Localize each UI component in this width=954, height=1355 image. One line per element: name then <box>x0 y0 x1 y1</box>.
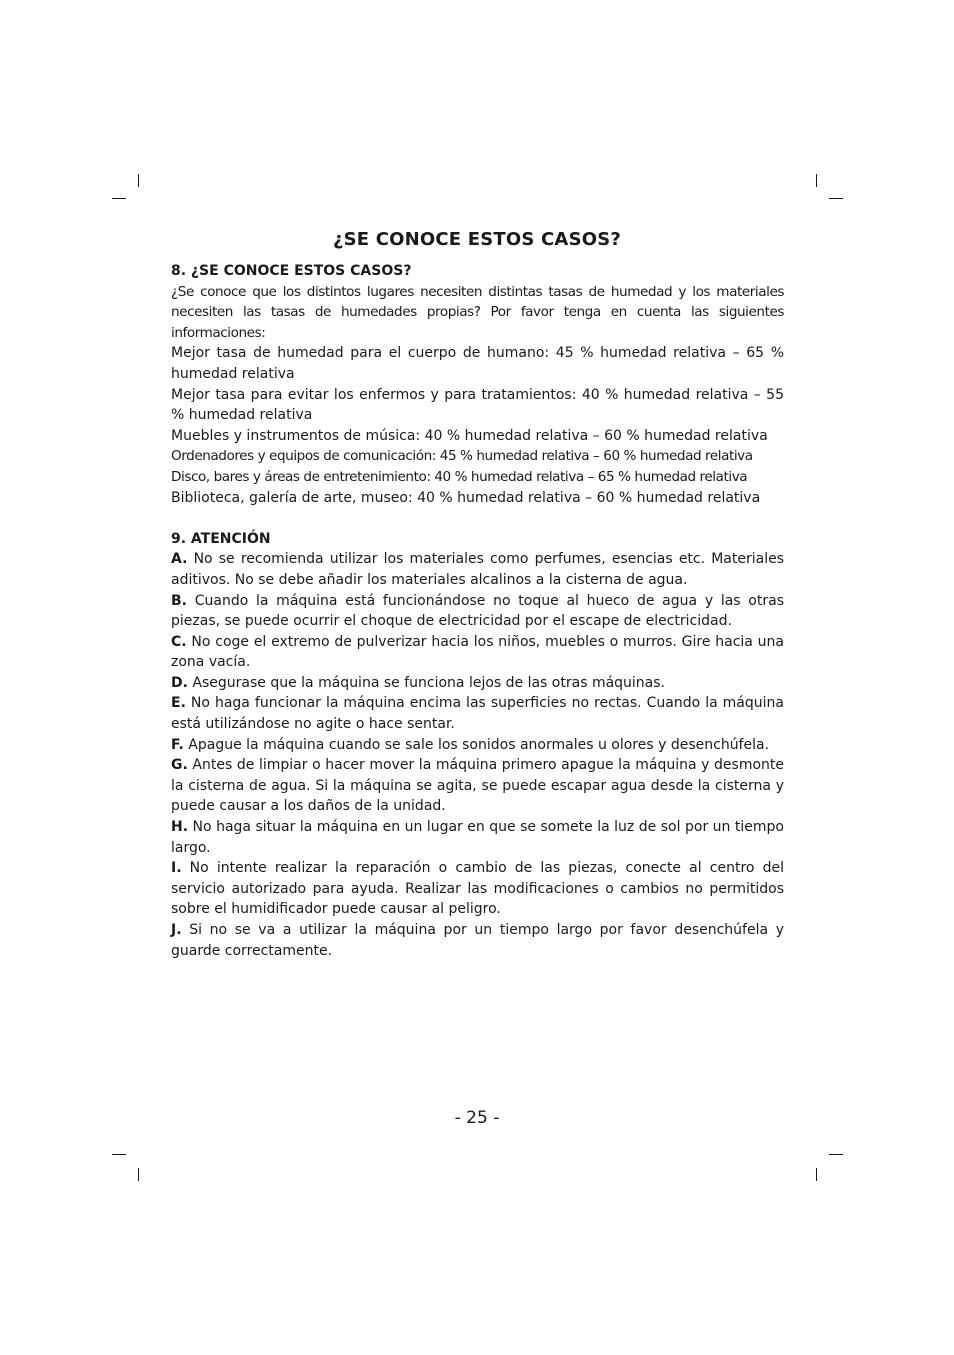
warning-item-text: No se recomienda utilizar los materiales como perfumes, esencias etc. Materiales aditivos. No se debe añadir los materiales alcalinos a la cisterna de agua. <box>171 551 784 588</box>
warning-item-text: No coge el extremo de pulverizar hacia los niños, muebles o murros. Gire hacia una zona vacía. <box>171 633 784 671</box>
crop-mark-bottom-right-horizontal <box>829 1154 843 1155</box>
crop-mark-top-right-horizontal <box>829 198 843 199</box>
section-spacer <box>171 508 784 529</box>
section-8-intro: ¿Se conoce que los distintos lugares necesiten distintas tasas de humedad y los materiales necesiten las tasas de humedades propias? Por favor tenga en cuenta las siguientes informaciones: <box>171 283 784 341</box>
crop-mark-bottom-left-vertical <box>138 1168 139 1181</box>
warning-item <box>171 755 784 817</box>
crop-mark-top-right-vertical <box>816 174 817 187</box>
warning-item <box>171 858 784 920</box>
warning-item-letter: A. <box>171 551 188 568</box>
warning-item <box>171 693 784 734</box>
warning-item-letter: I. <box>171 860 182 877</box>
warning-item-text: No haga funcionar la máquina encima las superficies no rectas. Cuando la máquina está utilizándose no agite o hace sentar. <box>171 695 784 733</box>
warning-item-text: Antes de limpiar o hacer mover la máquina primero apague la máquina y desmonte la cisterna de agua. Si la máquina se agita, se puede escapar agua desde la cisterna y puede causar a los daños de la unidad. <box>171 757 785 815</box>
warning-item-letter: G. <box>171 757 188 774</box>
warning-item <box>171 920 784 961</box>
warning-item-text: Asegurase que la máquina se funciona lejos de las otras máquinas. <box>192 674 666 691</box>
warning-item-text: No intente realizar la reparación o cambio de las piezas, conecte al centro del servicio autorizado para ayuda. Realizar las modificaciones o cambios no permitidos sobre el humidificador puede causar al peligro. <box>171 860 784 918</box>
warning-item <box>171 735 784 756</box>
warning-item-letter: E. <box>171 695 186 712</box>
document-body <box>171 261 784 961</box>
crop-mark-bottom-left-horizontal <box>112 1154 126 1155</box>
crop-mark-top-left-horizontal <box>112 198 126 199</box>
humidity-line: Mejor tasa de humedad para el cuerpo de humano: 45 % humedad relativa – 65 % humedad relativa <box>171 345 784 382</box>
humidity-line: Muebles y instrumentos de música: 40 % humedad relativa – 60 % humedad relativa <box>171 427 768 444</box>
warning-item-letter: B. <box>171 592 187 609</box>
warning-item-text: No haga situar la máquina en un lugar en que se somete la luz de sol por un tiempo largo. <box>171 819 785 856</box>
warning-item-letter: D. <box>171 674 188 691</box>
humidity-line: Ordenadores y equipos de comunicación: 45 % humedad relativa – 60 % humedad relativa <box>171 448 753 465</box>
warning-item-letter: H. <box>171 819 189 836</box>
humidity-line: Disco, bares y áreas de entretenimiento: 40 % humedad relativa – 65 % humedad relativa <box>171 468 748 485</box>
warning-item <box>171 673 784 694</box>
warning-item <box>171 632 784 673</box>
humidity-line: Biblioteca, galería de arte, museo: 40 % humedad relativa – 60 % humedad relativa <box>171 489 761 506</box>
warning-item-letter: F. <box>171 736 184 753</box>
warning-item <box>171 591 784 632</box>
humidity-line: Mejor tasa para evitar los enfermos y para tratamientos: 40 % humedad relativa – 55 % humedad relativa <box>171 386 784 424</box>
section-8-heading: 8. ¿SE CONOCE ESTOS CASOS? <box>171 263 412 279</box>
page-title: ¿SE CONOCE ESTOS CASOS? <box>332 229 622 250</box>
page-number: - 25 - <box>454 1108 500 1128</box>
warning-item-text: Cuando la máquina está funcionándose no toque al hueco de agua y las otras piezas, se puede ocurrir el choque de electricidad por el escape de electricidad. <box>171 592 784 630</box>
warning-item <box>171 549 784 590</box>
crop-mark-bottom-right-vertical <box>816 1168 817 1181</box>
warning-item-letter: J. <box>171 922 182 938</box>
section-9-heading: 9. ATENCIÓN <box>171 530 271 547</box>
warning-item-text: Apague la máquina cuando se sale los sonidos anormales u olores y desenchúfela. <box>188 736 770 753</box>
warning-item-letter: C. <box>171 633 187 650</box>
crop-mark-top-left-vertical <box>138 174 139 187</box>
warning-item <box>171 817 784 858</box>
warning-item-text: Si no se va a utilizar la máquina por un tiempo largo por favor desenchúfela y guarde correctamente. <box>171 922 784 959</box>
